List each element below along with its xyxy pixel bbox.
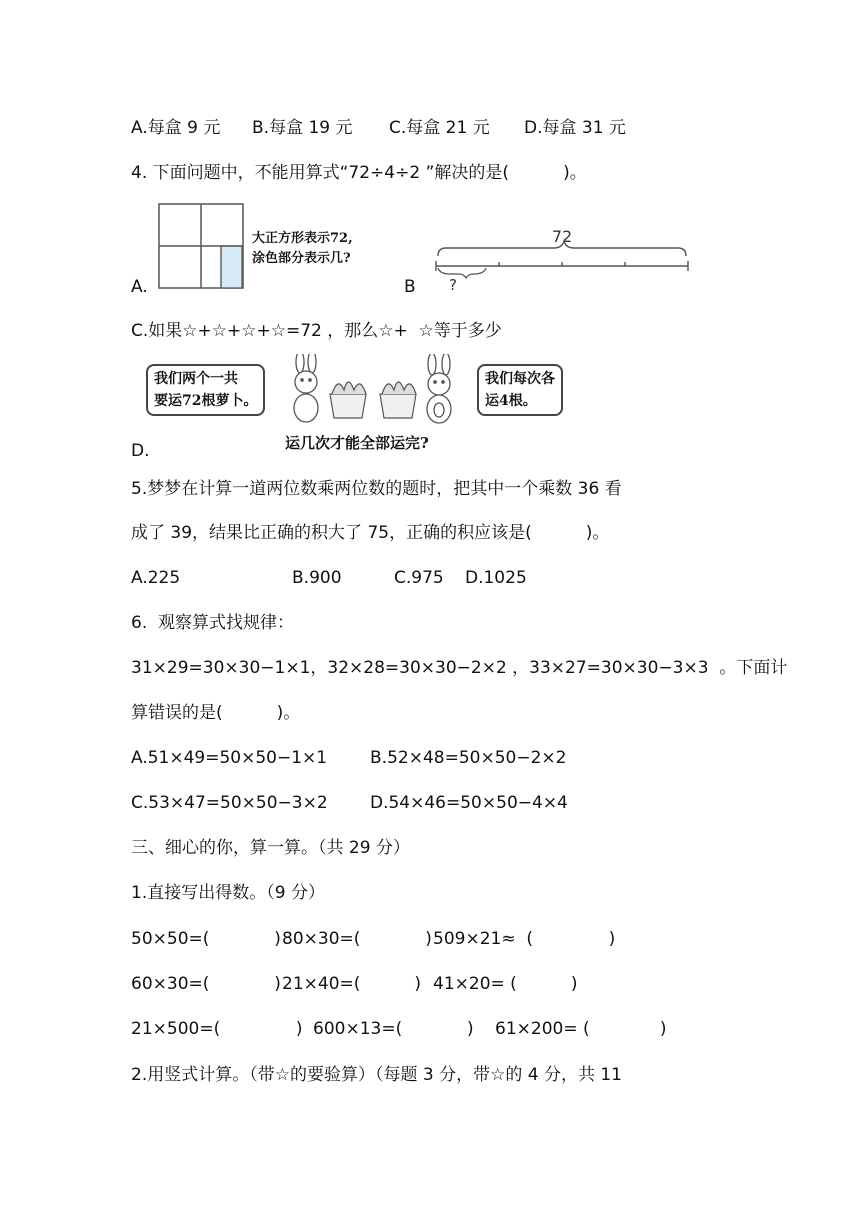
q5-option-a: A.225 xyxy=(131,568,181,588)
option-c: C.每盒 21 元 xyxy=(389,118,490,138)
section-3-sub-2: 2.用竖式计算。（带☆的要验算）（每题 3 分，带☆的 4 分，共 11 xyxy=(131,1065,622,1085)
calc-item: 80×30=( ) xyxy=(282,929,432,949)
bracket-diagram xyxy=(432,222,694,294)
speech-bubble-left xyxy=(146,364,265,416)
bubble-left-line-2: 要运72根萝卜。 xyxy=(154,393,258,409)
carrot-basket-icon xyxy=(330,382,366,418)
calc-item: 50×50=( ) xyxy=(131,929,281,949)
rabbit-right-icon xyxy=(427,354,451,423)
option-c-text: C.如果☆+☆+☆+☆=72 ，那么☆+ ☆等于多少 xyxy=(131,321,502,341)
question-6-stem: 6. 观察算式找规律： xyxy=(131,613,295,633)
calc-item: 21×40=( ) xyxy=(282,974,422,994)
q6-option-b: B.52×48=50×50−2×2 xyxy=(370,748,567,768)
shaded-cell xyxy=(221,246,242,288)
square-diagram xyxy=(158,203,246,291)
bubble-right-line-2: 运4根。 xyxy=(485,393,537,409)
rabbit-left-icon xyxy=(294,354,318,422)
option-a-label: A. xyxy=(131,277,148,297)
option-a-caption-1: 大正方形表示72, xyxy=(252,231,353,246)
option-b: B.每盒 19 元 xyxy=(252,118,353,138)
option-a-caption-2: 涂色部分表示几? xyxy=(252,251,351,266)
section-3-sub-1: 1.直接写出得数。（9 分） xyxy=(131,883,325,903)
bracket-total: 72 xyxy=(551,227,573,246)
bracket-question: ? xyxy=(449,276,457,294)
carrot-basket-icon xyxy=(380,382,416,418)
q6-option-a: A.51×49=50×50−1×1 xyxy=(131,748,328,768)
speech-bubble-right xyxy=(477,364,563,416)
q6-option-c: C.53×47=50×50−3×2 xyxy=(131,793,328,813)
calc-item: 509×21≈ ( ) xyxy=(433,929,616,949)
q5-option-b: B.900 xyxy=(292,568,342,588)
q5-option-c: C.975 xyxy=(394,568,444,588)
option-b-label: B xyxy=(404,277,416,297)
q5-option-d: D.1025 xyxy=(465,568,527,588)
option-d: D.每盒 31 元 xyxy=(524,118,626,138)
option-d-label: D. xyxy=(131,441,150,461)
rabbits-and-carrots-illustration xyxy=(282,354,478,426)
calc-item: 41×20= ( ) xyxy=(433,974,578,994)
bubble-left-line-1: 我们两个一共 xyxy=(154,371,238,387)
calc-item: 60×30=( ) xyxy=(131,974,281,994)
question-5-line-1: 5.梦梦在计算一道两位数乘两位数的题时，把其中一个乘数 36 看 xyxy=(131,479,622,499)
section-3-title: 三、细心的你，算一算。（共 29 分） xyxy=(131,838,410,858)
question-6-line-2: 算错误的是( )。 xyxy=(131,703,301,723)
question-4-stem: 4. 下面问题中，不能用算式“72÷4÷2 ”解决的是( )。 xyxy=(131,163,587,183)
q6-option-d: D.54×46=50×50−4×4 xyxy=(370,793,568,813)
calc-item: 600×13=( ) xyxy=(313,1019,474,1039)
question-5-line-2: 成了 39，结果比正确的积大了 75，正确的积应该是( )。 xyxy=(131,523,610,543)
bubble-right-line-1: 我们每次各 xyxy=(485,371,555,387)
question-6-line-1: 31×29=30×30−1×1，32×28=30×30−2×2 ，33×27=30×30−3×3 。下面计 xyxy=(131,658,788,678)
calc-item: 21×500=( ) xyxy=(131,1019,303,1039)
calc-item: 61×200= ( ) xyxy=(495,1019,667,1039)
option-a: A.每盒 9 元 xyxy=(131,118,221,138)
option-d-question: 运几次才能全部运完? xyxy=(285,434,429,452)
